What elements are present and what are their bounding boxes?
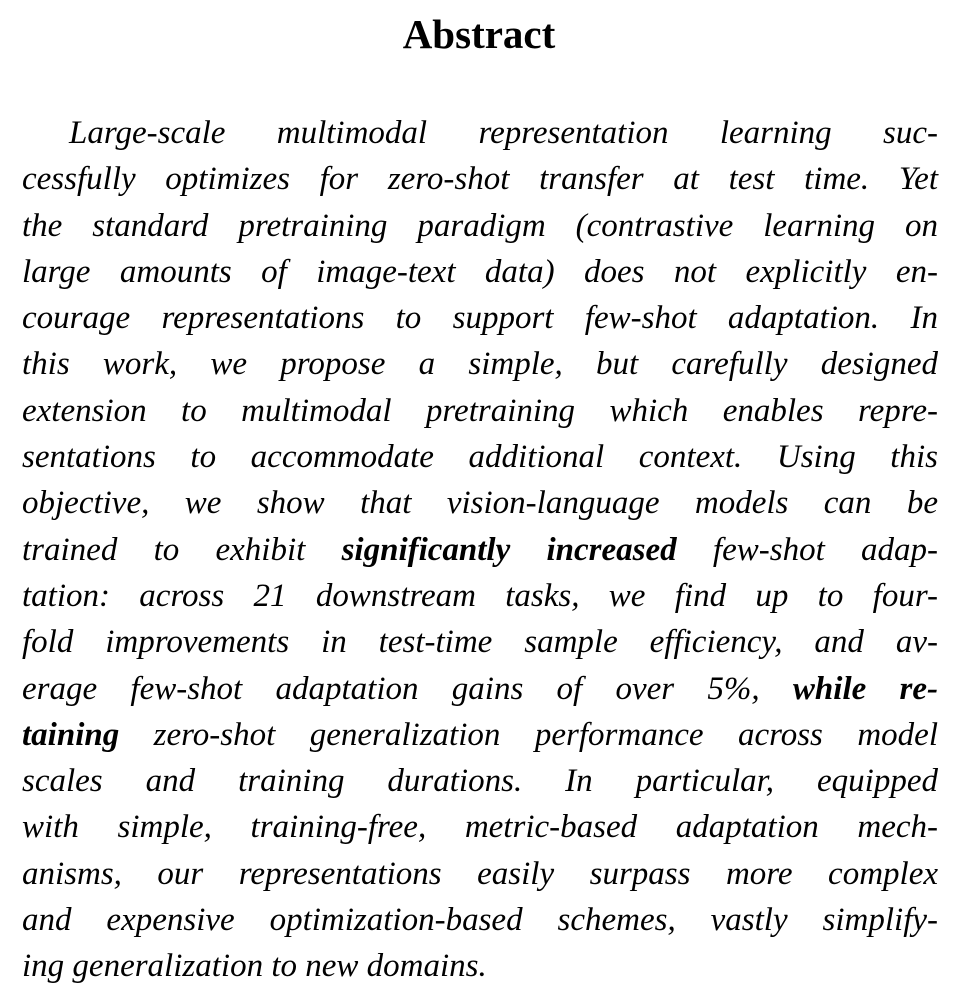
line-13-start: erage few-shot adaptation gains of over 5%, [22, 670, 793, 707]
abstract-line-18: and expensive optimization-based schemes, vastly simplify- [22, 902, 938, 939]
abstract-line-12: fold improvements in test-time sample efficiency, and av- [22, 624, 938, 661]
bold-while-re: while re- [792, 670, 938, 707]
bold-significantly-increased: significantly increased [341, 531, 677, 568]
abstract-line-16: with simple, training-free, metric-based adaptation mech- [22, 809, 938, 846]
abstract-line-15: scales and training durations. In particular, equipped [22, 763, 938, 800]
abstract-line-7: extension to multimodal pretraining which enables repre- [22, 392, 938, 429]
abstract-line-3: the standard pretraining paradigm (contrastive learning on [22, 207, 938, 244]
bold-taining: taining [22, 716, 120, 753]
abstract-line-2: cessfully optimizes for zero-shot transfer at test time. Yet [22, 161, 938, 198]
abstract-body [22, 110, 938, 990]
abstract-line-6: this work, we propose a simple, but carefully designed [22, 346, 938, 383]
line-10-start: trained to exhibit [22, 531, 342, 568]
line-14-end: zero-shot generalization performance across model [119, 716, 938, 753]
line-10-end: few-shot adap- [676, 531, 939, 568]
abstract-line-5: courage representations to support few-shot adaptation. In [22, 300, 938, 337]
abstract-line-8: sentations to accommodate additional context. Using this [22, 439, 938, 476]
abstract-line-4: large amounts of image-text data) does not explicitly en- [22, 253, 938, 290]
abstract-line-14 [22, 712, 938, 758]
abstract-line-13 [22, 666, 938, 712]
abstract-line-11: tation: across 21 downstream tasks, we find up to four- [22, 577, 938, 614]
abstract-line-9: objective, we show that vision-language models can be [22, 485, 938, 522]
abstract-line-10 [22, 527, 938, 573]
abstract-line-17: anisms, our representations easily surpass more complex [22, 855, 938, 892]
abstract-line-1: Large-scale multimodal representation learning suc- [69, 115, 938, 151]
abstract-heading: Abstract [402, 11, 556, 57]
abstract-line-19: ing generalization to new domains. [22, 948, 487, 985]
